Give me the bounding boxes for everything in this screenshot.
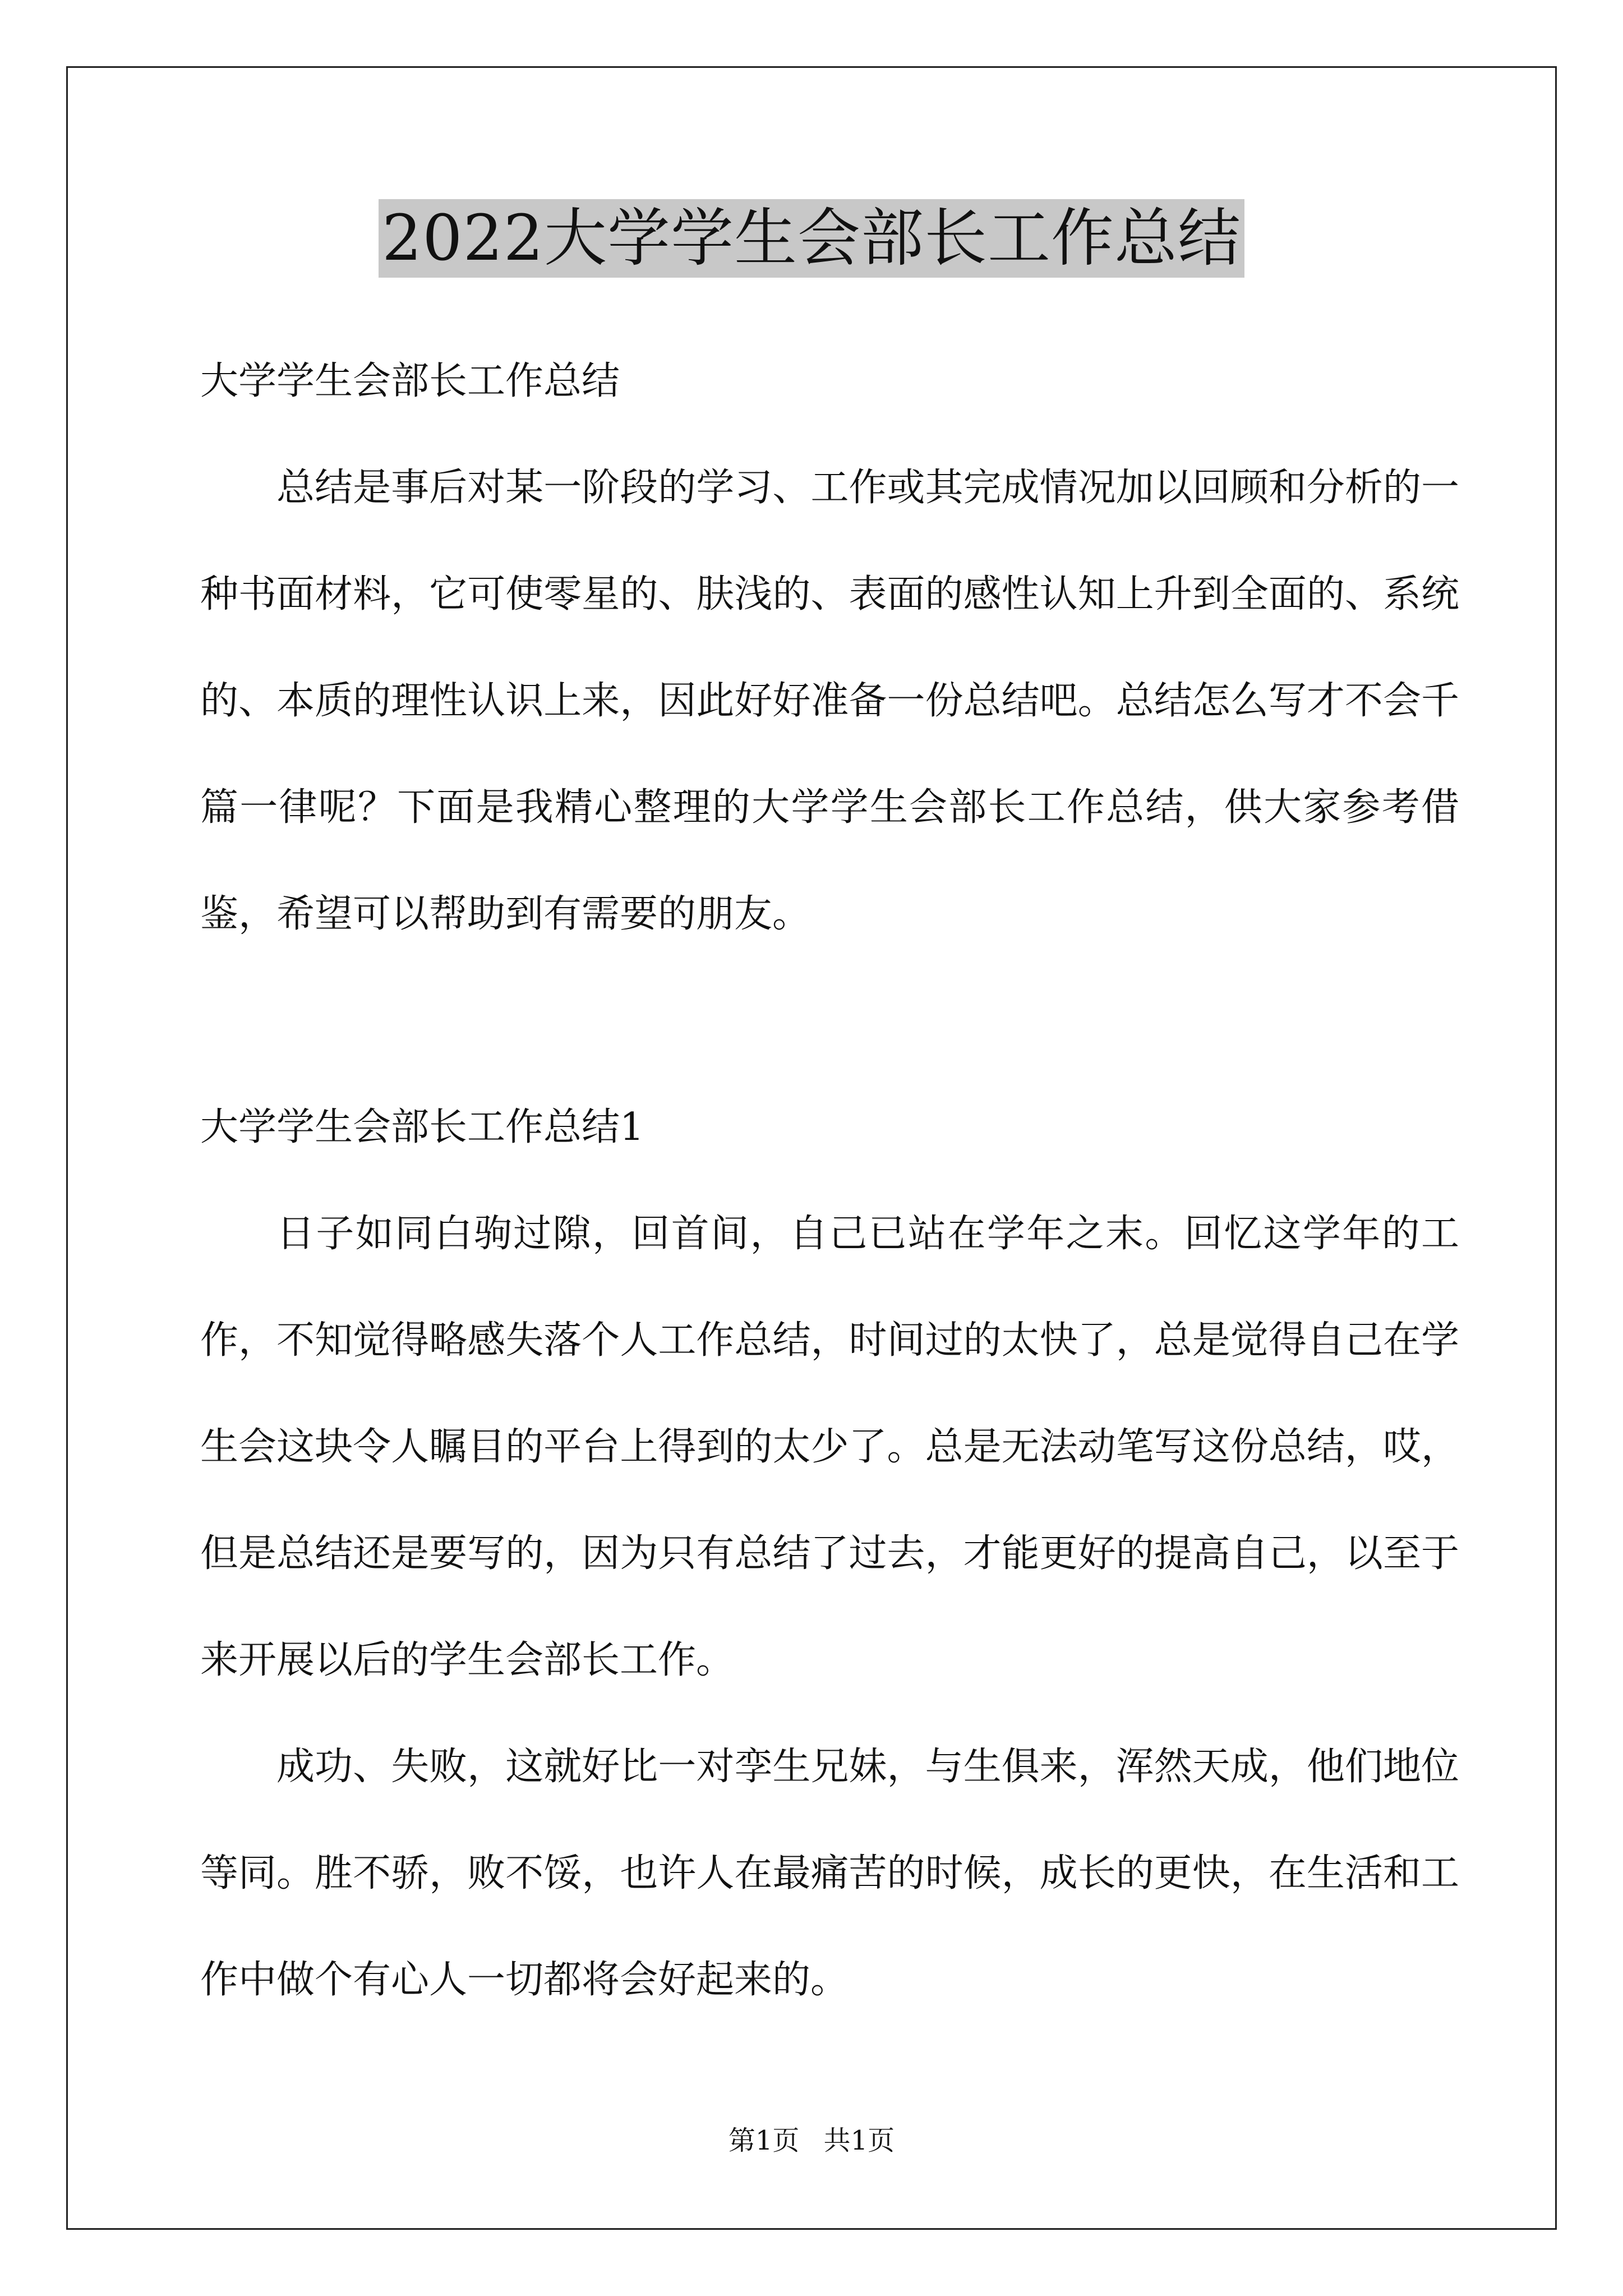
document-body xyxy=(200,328,1459,2033)
title-container xyxy=(0,199,1623,278)
section-1-heading: 大学学生会部长工作总结1 xyxy=(200,1105,644,1149)
page-total: 共1页 xyxy=(823,2125,895,2156)
section-1-paragraph-2: 成功、失败，这就好比一对孪生兄妹，与生俱来，浑然天成，他们地位等同。胜不骄，败不馁，也许人在最痛苦的时候，成长的更快，在生活和工作中做个有心人一切都将会好起来的。 xyxy=(200,1745,1459,2002)
section-spacer xyxy=(200,968,1459,1074)
intro-paragraph: 总结是事后对某一阶段的学习、工作或其完成情况加以回顾和分析的一种书面材料，它可使零星的、肤浅的、表面的感性认知上升到全面的、系统的、本质的理性认识上来，因此好好准备一份总结吧。总结怎么写才不会千篇一律呢？下面是我精心整理的大学学生会部长工作总结，供大家参考借鉴，希望可以帮助到有需要的朋友。 xyxy=(200,466,1459,936)
section-1-paragraph-1: 日子如同白驹过隙，回首间，自己已站在学年之末。回忆这学年的工作，不知觉得略感失落个人工作总结，时间过的太快了，总是觉得自己在学生会这块令人瞩目的平台上得到的太少了。总是无法动笔写这份总结，哎，但是总结还是要写的，因为只有总结了过去，才能更好的提高自己，以至于来开展以后的学生会部长工作。 xyxy=(200,1212,1459,1682)
document-title: 2022大学学生会部长工作总结 xyxy=(379,199,1244,278)
page-number: 第1页 xyxy=(728,2125,800,2156)
document-subtitle: 大学学生会部长工作总结 xyxy=(200,359,620,403)
page-footer xyxy=(0,2124,1623,2157)
